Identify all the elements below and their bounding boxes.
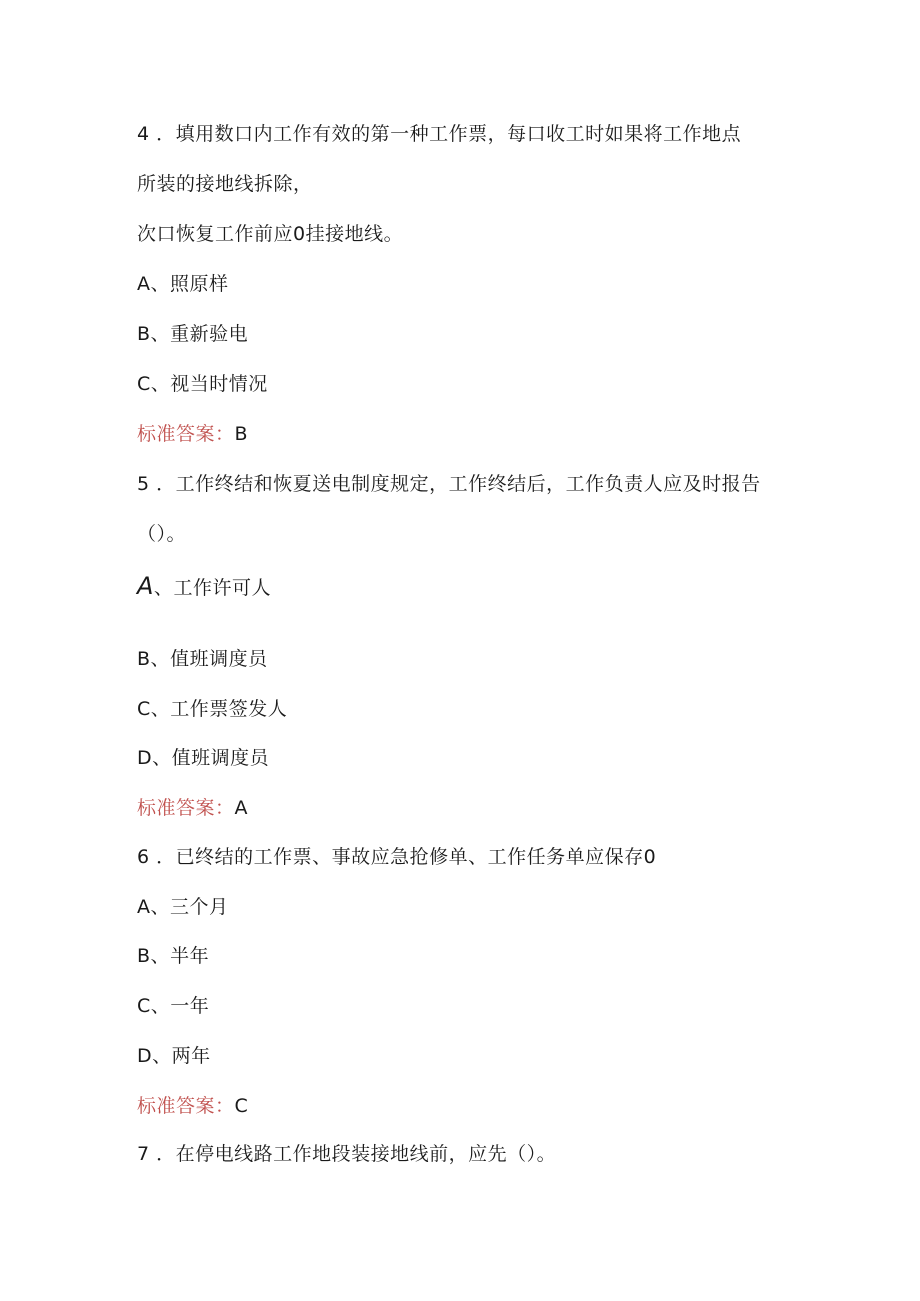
option-separator: 、 — [150, 896, 171, 918]
question-4-text-line-1: 4 ．填用数口内工作有效的第一种工作票，每口收工时如果将工作地点 — [137, 123, 742, 145]
option-separator: 、 — [150, 373, 171, 395]
option-separator: 、 — [152, 747, 172, 769]
question-4-option-a — [137, 272, 229, 296]
option-text: 半年 — [170, 945, 210, 967]
question-7-text-line-1: 7 ．在停电线路工作地段装接地线前，应先（）。 — [137, 1143, 557, 1165]
option-text: 重新验电 — [170, 323, 249, 345]
option-separator: 、 — [152, 1045, 172, 1067]
option-letter: D — [137, 747, 153, 769]
question-4-option-b — [137, 322, 248, 346]
option-text: 照原样 — [170, 273, 229, 295]
answer-label: 标准答案： — [137, 423, 235, 445]
question-5-answer — [137, 796, 248, 820]
option-letter: C — [137, 373, 151, 395]
option-separator: 、 — [150, 995, 171, 1017]
answer-value: A — [234, 797, 249, 819]
option-letter: C — [137, 995, 151, 1017]
option-text: 工作许可人 — [173, 577, 271, 599]
answer-value: B — [234, 423, 249, 445]
question-4-answer — [137, 422, 248, 446]
option-separator: 、 — [150, 273, 171, 295]
question-6-answer — [137, 1094, 248, 1118]
option-text: 视当时情况 — [170, 373, 268, 395]
option-letter: A — [137, 273, 151, 295]
option-text: 一年 — [170, 995, 210, 1017]
question-4-text-line-3: 次口恢复工作前应0挂接地线。 — [137, 223, 404, 245]
answer-label: 标准答案： — [137, 1095, 235, 1117]
option-letter: C — [137, 698, 151, 720]
option-letter: B — [137, 648, 151, 670]
question-5-option-d — [137, 746, 269, 770]
question-5-option-c — [137, 697, 287, 721]
option-text: 两年 — [171, 1045, 211, 1067]
question-4-text-line-2: 所装的接地线拆除， — [137, 173, 313, 195]
answer-value: C — [234, 1095, 249, 1117]
question-6-option-c — [137, 994, 209, 1018]
option-separator: 、 — [150, 698, 171, 720]
option-text: 三个月 — [170, 896, 229, 918]
question-6-option-b — [137, 944, 209, 968]
option-separator: 、 — [150, 945, 171, 967]
option-text: 值班调度员 — [171, 747, 270, 769]
question-5-option-a — [137, 574, 271, 600]
question-4-option-c — [137, 372, 268, 396]
answer-label: 标准答案： — [137, 797, 235, 819]
option-separator: 、 — [150, 648, 171, 670]
question-6-option-d — [137, 1044, 211, 1068]
option-letter: A — [137, 896, 151, 918]
question-6-option-a — [137, 895, 229, 919]
option-separator: 、 — [153, 577, 174, 599]
option-text: 工作票签发人 — [170, 698, 288, 720]
option-letter: B — [137, 945, 151, 967]
question-5-text-line-1: 5 ．工作终结和恢夏送电制度规定，工作终结后，工作负责人应及时报告 — [137, 473, 761, 495]
option-separator: 、 — [150, 323, 171, 345]
option-letter: B — [137, 323, 151, 345]
option-letter: A — [137, 572, 154, 600]
question-6-text-line-1: 6 ．已终结的工作票、事故应急抢修单、工作任务单应保存0 — [137, 846, 657, 868]
question-5-option-b — [137, 647, 268, 671]
option-text: 值班调度员 — [170, 648, 268, 670]
option-letter: D — [137, 1045, 153, 1067]
question-5-text-line-2: （）。 — [137, 523, 187, 545]
